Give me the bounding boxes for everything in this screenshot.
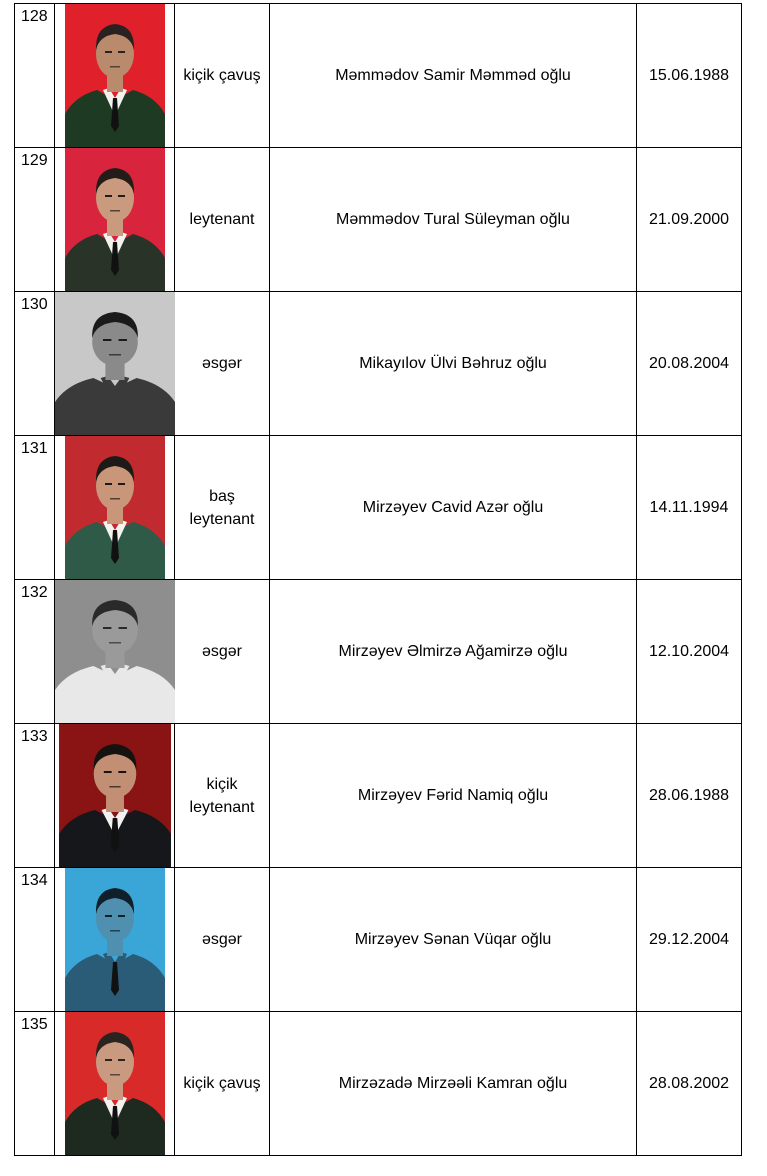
photo-cell: [55, 580, 175, 724]
portrait-photo: [65, 436, 165, 579]
full-name-cell: Mirzəyev Fərid Namiq oğlu: [270, 724, 637, 868]
portrait-photo: [65, 868, 165, 1011]
photo-cell: [55, 868, 175, 1012]
photo-cell: [55, 724, 175, 868]
full-name-cell: Mirzəyev Əlmirzə Ağamirzə oğlu: [270, 580, 637, 724]
portrait-photo: [55, 292, 175, 435]
full-name-cell: Mirzəyev Sənan Vüqar oğlu: [270, 868, 637, 1012]
rank-cell: kiçik leytenant: [175, 724, 270, 868]
birth-date-cell: 21.09.2000: [637, 148, 742, 292]
row-number: 128: [15, 4, 55, 148]
birth-date-cell: 15.06.1988: [637, 4, 742, 148]
birth-date-cell: 28.08.2002: [637, 1012, 742, 1156]
table-row: [15, 436, 742, 580]
table-row: [15, 292, 742, 436]
rank-cell: leytenant: [175, 148, 270, 292]
full-name-cell: Məmmədov Tural Süleyman oğlu: [270, 148, 637, 292]
birth-date-cell: 14.11.1994: [637, 436, 742, 580]
row-number: 130: [15, 292, 55, 436]
rank-cell: kiçik çavuş: [175, 1012, 270, 1156]
row-number: 134: [15, 868, 55, 1012]
table-row: [15, 4, 742, 148]
table-row: [15, 580, 742, 724]
table-row: [15, 1012, 742, 1156]
photo-cell: [55, 436, 175, 580]
photo-cell: [55, 148, 175, 292]
full-name-cell: Mirzəzadə Mirzəəli Kamran oğlu: [270, 1012, 637, 1156]
table-row: [15, 724, 742, 868]
photo-cell: [55, 4, 175, 148]
photo-cell: [55, 292, 175, 436]
rank-cell: baş leytenant: [175, 436, 270, 580]
birth-date-cell: 29.12.2004: [637, 868, 742, 1012]
photo-cell: [55, 1012, 175, 1156]
birth-date-cell: 28.06.1988: [637, 724, 742, 868]
row-number: 133: [15, 724, 55, 868]
portrait-photo: [55, 580, 175, 723]
row-number: 135: [15, 1012, 55, 1156]
rank-cell: kiçik çavuş: [175, 4, 270, 148]
row-number: 132: [15, 580, 55, 724]
casualty-roster-table: [14, 3, 742, 1156]
full-name-cell: Mirzəyev Cavid Azər oğlu: [270, 436, 637, 580]
portrait-photo: [65, 148, 165, 291]
birth-date-cell: 12.10.2004: [637, 580, 742, 724]
portrait-photo: [59, 724, 171, 867]
birth-date-cell: 20.08.2004: [637, 292, 742, 436]
portrait-photo: [65, 1012, 165, 1155]
row-number: 129: [15, 148, 55, 292]
table-row: [15, 868, 742, 1012]
table-row: [15, 148, 742, 292]
rank-cell: əsgər: [175, 292, 270, 436]
rank-cell: əsgər: [175, 868, 270, 1012]
full-name-cell: Mikayılov Ülvi Bəhruz oğlu: [270, 292, 637, 436]
roster-body: [15, 4, 742, 1156]
portrait-photo: [65, 4, 165, 147]
full-name-cell: Məmmədov Samir Məmməd oğlu: [270, 4, 637, 148]
rank-cell: əsgər: [175, 580, 270, 724]
row-number: 131: [15, 436, 55, 580]
